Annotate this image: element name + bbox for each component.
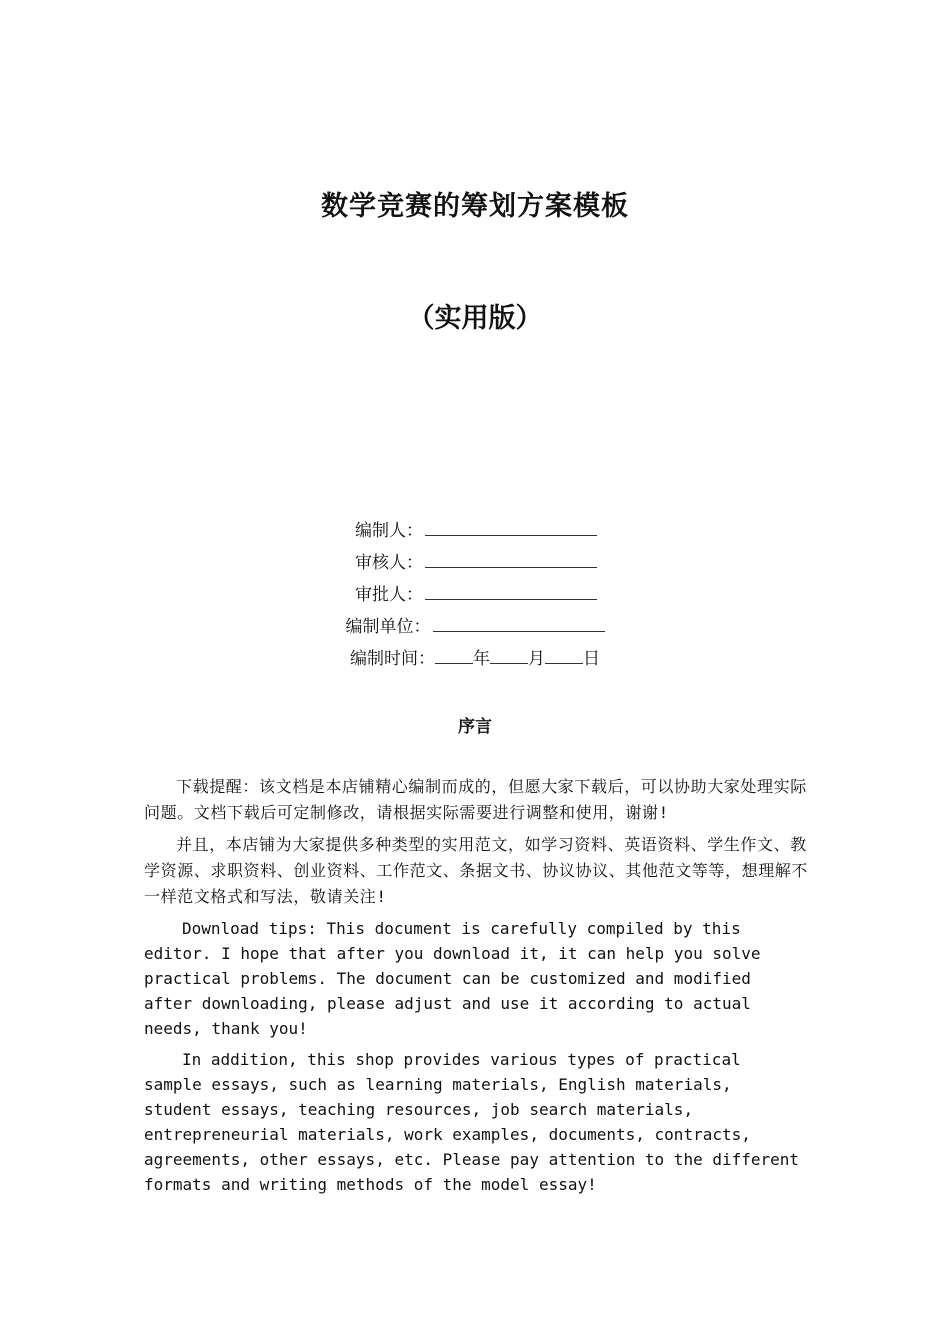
date-day-blank <box>545 645 583 664</box>
signature-blank-line <box>425 549 597 568</box>
preface-paragraph-en: Download tips: This document is carefully compiled by this editor. I hope that after you download it, it can help you solve practical problems. The document can be customized and modified after downloading, please adjust and use it according to actual needs, thank you! <box>144 919 761 1038</box>
signature-block <box>0 516 950 676</box>
preface-paragraph-cn: 并且，本店铺为大家提供多种类型的实用范文，如学习资料、英语资料、学生作文、教学资源、求职资料、创业资料、工作范文、条据文书、协议协议、其他范文等等，想理解不一样范文格式和写法，敬请关注! <box>144 835 809 906</box>
date-day-label: 日 <box>583 649 600 669</box>
document-title: 数学竞赛的筹划方案模板 <box>321 191 629 222</box>
date-year-label: 年 <box>473 649 490 669</box>
preface-paragraph-en: In addition, this shop provides various types of practical sample essays, such as learning materials, English materials, student essays, teaching resources, job search materials, entrepreneurial materials, work examples, documents, contracts, agreements, other essays, etc. Please pay attention to the different formats and writing methods of the model essay! <box>144 1050 800 1194</box>
signature-blank-line <box>425 517 597 536</box>
document-subtitle: （实用版） <box>407 303 543 334</box>
signature-row-date <box>0 644 950 676</box>
preface-body <box>144 774 808 1203</box>
date-month-blank <box>490 645 528 664</box>
signature-row-compiler <box>0 516 950 548</box>
signature-blank-line <box>433 613 605 632</box>
preface-paragraph-cn: 下载提醒：该文档是本店铺精心编制而成的，但愿大家下载后，可以协助大家处理实际问题。文档下载后可定制修改，请根据实际需要进行调整和使用，谢谢! <box>144 777 807 822</box>
date-year-blank <box>435 645 473 664</box>
preface-title: 序言 <box>458 717 492 737</box>
date-fields <box>435 644 600 669</box>
date-month-label: 月 <box>528 649 545 669</box>
signature-label: 编制单位： <box>345 617 431 637</box>
signature-row-reviewer <box>0 548 950 580</box>
signature-row-approver <box>0 580 950 612</box>
signature-blank-line <box>425 581 597 600</box>
signature-label: 编制人： <box>355 521 423 541</box>
date-label: 编制时间： <box>350 649 435 669</box>
signature-label: 审核人： <box>355 553 423 573</box>
signature-row-unit <box>0 612 950 644</box>
signature-label: 审批人： <box>355 585 423 605</box>
